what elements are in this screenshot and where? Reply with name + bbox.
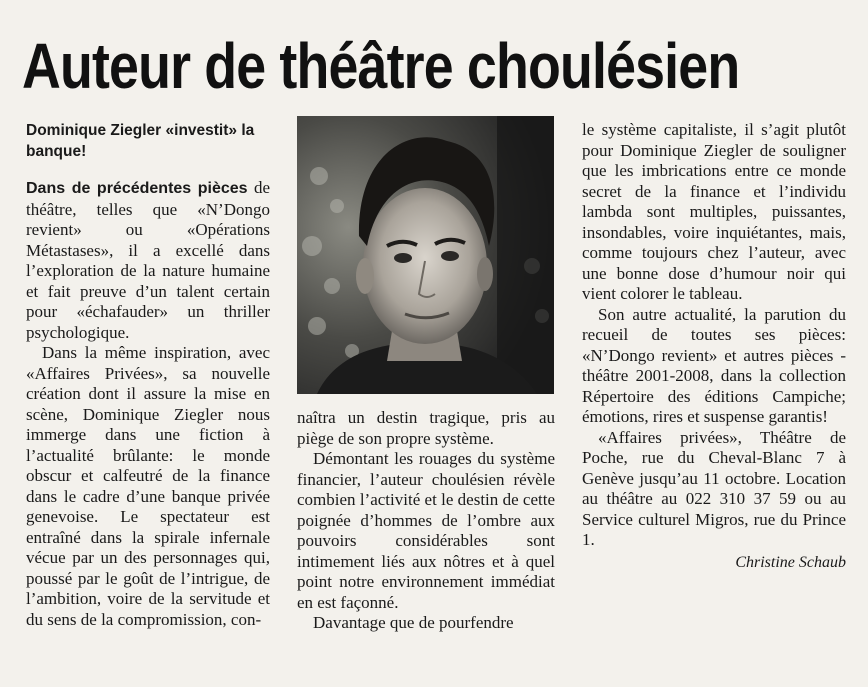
paragraph: Démontant les rouages du système financier, l’auteur choulésien révèle combien l’activité et le destin de cette poignée d’hommes de l’ombre aux pouvoirs considérables sont intimement liés aux nôtres et à quel point notre environnement immédiat en est façonné. — [297, 449, 555, 612]
column-1 — [26, 120, 270, 630]
author-signature: Christine Schaub — [735, 553, 846, 571]
lead-in: Dans de précédentes pièces — [26, 180, 248, 197]
author-portrait-photo — [297, 116, 554, 394]
paragraph — [26, 178, 270, 343]
paragraph-text: de théâtre, telles que «N’Dongo revient» ou «Opérations Métastases», il a excellé dans l’exploration de la nature humaine et fait preuve d’un talent certain pour «échafauder» un thriller psychologique. — [26, 178, 270, 342]
paragraph: «Affaires privées», Théâtre de Poche, rue du Cheval-Blanc 7 à Genève jusqu’au 11 octobre. Location au théâtre au 022 310 37 59 ou au Service culturel Migros, rue du Prince 1. — [582, 427, 846, 549]
paragraph: Son autre actualité, la parution du recueil de toutes ses pièces: «N’Dongo revient» et autres pièces - théâtre 2001-2008, dans la collection Répertoire des éditions Campiche; émotions, rires et suspense garantis! — [582, 304, 846, 426]
headline: Auteur de théâtre choulésien — [22, 30, 740, 102]
column-2 — [297, 408, 555, 634]
paragraph: Dans la même inspiration, avec «Affaires Privées», sa nouvelle création dont il assure la mise en scène, Dominique Ziegler nous immerge dans une fiction à l’actualité brûlante: le monde obscur et calfeutré de la finance dans le cadre d’une banque privée genevoise. Le spectateur est entraîné dans la spirale infernale vécue par un des personnages qui, poussé par le goût de l’intrigue, de l’ambition, voire de la servitude et du sens de la compromission, con- — [26, 343, 270, 629]
paragraph: le système capitaliste, il s’agit plutôt pour Dominique Ziegler de souligner que les imbrications entre ce monde secret de la finance et l’individu lambda sont multiples, puissantes, insondables, voire inquiétantes, mais, comme toujours chez l’auteur, avec une bonne dose d’humour noir qui vient colorer le tableau. — [582, 120, 846, 303]
paragraph: naîtra un destin tragique, pris au piège de son propre système. — [297, 408, 555, 448]
kicker: Dominique Ziegler «investit» la banque! — [26, 122, 255, 160]
column-3 — [582, 120, 846, 573]
paragraph: Davantage que de pourfendre — [313, 613, 514, 632]
